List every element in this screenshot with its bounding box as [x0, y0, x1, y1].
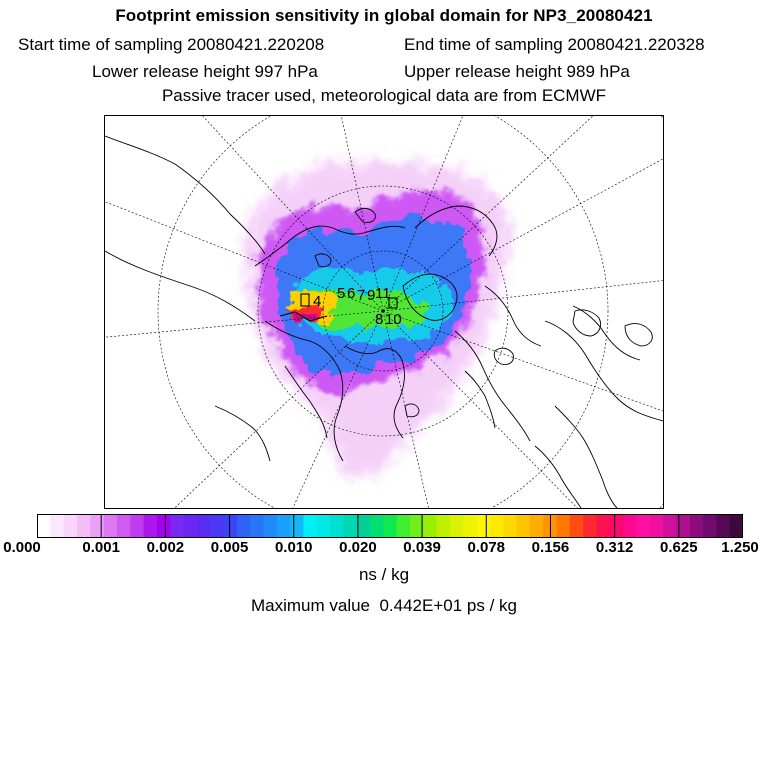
colorbar-swatch: [477, 514, 491, 538]
tracer-note: Passive tracer used, meteorological data are from ECMWF: [161, 86, 607, 105]
upper-release-height-label: Upper release height 989 hPa: [404, 62, 630, 81]
colorbar-swatch: [317, 514, 331, 538]
lower-release-height-label: Lower release height 997 hPa: [92, 62, 318, 81]
colorbar-tick-label: 0.010: [274, 539, 313, 556]
figure-title: Footprint emission sensitivity in global domain for NP3_20080421: [115, 6, 653, 25]
colorbar-swatch: [450, 514, 464, 538]
colorbar-swatch: [517, 514, 531, 538]
colorbar-swatch: [557, 514, 571, 538]
colorbar-swatch: [636, 514, 650, 538]
maximum-value-row: [0, 596, 768, 616]
colorbar-swatch: [90, 514, 104, 538]
maximum-value: 0.442E+01: [379, 596, 463, 615]
colorbar-swatch: [663, 514, 677, 538]
colorbar-swatch: [530, 514, 544, 538]
colorbar-swatch: [370, 514, 384, 538]
colorbar-swatch: [383, 514, 397, 538]
colorbar-swatch: [104, 514, 118, 538]
colorbar-tick-label: 0.039: [403, 539, 441, 556]
colorbar-swatch: [130, 514, 144, 538]
colorbar-swatch: [184, 514, 198, 538]
colorbar-tick-label: 0.002: [146, 539, 185, 556]
end-time-label: End time of sampling 20080421.220328: [404, 35, 705, 54]
colorbar-swatch: [610, 514, 624, 538]
colorbar-swatch: [277, 514, 291, 538]
point-label-11: 11: [375, 285, 391, 302]
colorbar-tick-label: 0.000: [3, 539, 41, 556]
colorbar-swatch: [503, 514, 517, 538]
colorbar-swatch: [197, 514, 211, 538]
colorbar-swatch: [437, 514, 451, 538]
colorbar-swatch: [37, 514, 51, 538]
colorbar-swatch: [730, 514, 743, 538]
colorbar-swatch: [250, 514, 264, 538]
colorbar-swatch: [170, 514, 184, 538]
colorbar-swatches: [37, 514, 743, 538]
colorbar-swatch: [237, 514, 251, 538]
start-time-label: Start time of sampling 20080421.220208: [18, 35, 325, 54]
colorbar-tick-label: 0.156: [531, 539, 570, 556]
point-label-9: 9: [367, 287, 376, 304]
colorbar-unit-label: ns / kg: [358, 565, 410, 584]
colorbar-tick-label: 0.312: [595, 539, 634, 556]
colorbar-swatch: [77, 514, 91, 538]
map-canvas: [105, 116, 663, 508]
colorbar-swatch: [397, 514, 411, 538]
colorbar-swatch: [144, 514, 158, 538]
colorbar-swatch: [330, 514, 344, 538]
colorbar-swatch: [716, 514, 730, 538]
colorbar-swatch: [303, 514, 317, 538]
point-label-6: 6: [347, 285, 356, 302]
point-label-7: 7: [357, 287, 366, 304]
colorbar-swatch: [223, 514, 237, 538]
colorbar-swatch: [596, 514, 610, 538]
colorbar-swatch: [650, 514, 664, 538]
colorbar-swatch: [64, 514, 78, 538]
point-label-10: 10: [385, 311, 402, 328]
colorbar-tick-label: 0.625: [660, 539, 698, 556]
maximum-value-unit: ps / kg: [466, 596, 518, 615]
colorbar-swatch: [690, 514, 704, 538]
colorbar-swatch: [50, 514, 64, 538]
colorbar-swatch: [583, 514, 597, 538]
colorbar-tick-label: 0.005: [210, 539, 249, 556]
colorbar-swatch: [157, 514, 171, 538]
colorbar-tick-label: 0.001: [82, 539, 120, 556]
point-label-5: 5: [337, 285, 346, 302]
colorbar-swatch: [343, 514, 357, 538]
footprint-map: [104, 115, 664, 509]
colorbar-swatch: [290, 514, 304, 538]
colorbar-swatch: [117, 514, 131, 538]
colorbar-swatch: [423, 514, 437, 538]
colorbar-swatch: [210, 514, 224, 538]
colorbar-tick-label: 0.078: [467, 539, 506, 556]
maximum-value-label: Maximum value: [250, 596, 371, 615]
colorbar-tick-label: 0.020: [339, 539, 377, 556]
colorbar-swatch: [703, 514, 717, 538]
colorbar-swatch: [570, 514, 584, 538]
colorbar-swatch: [463, 514, 477, 538]
colorbar-swatch: [357, 514, 371, 538]
point-label-8: 8: [375, 311, 384, 328]
point-label-4: 4: [313, 293, 322, 310]
colorbar: [37, 514, 743, 538]
colorbar-swatch: [263, 514, 277, 538]
colorbar-swatch: [490, 514, 504, 538]
colorbar-swatch: [623, 514, 637, 538]
colorbar-tick-label: 1.250: [721, 539, 759, 556]
